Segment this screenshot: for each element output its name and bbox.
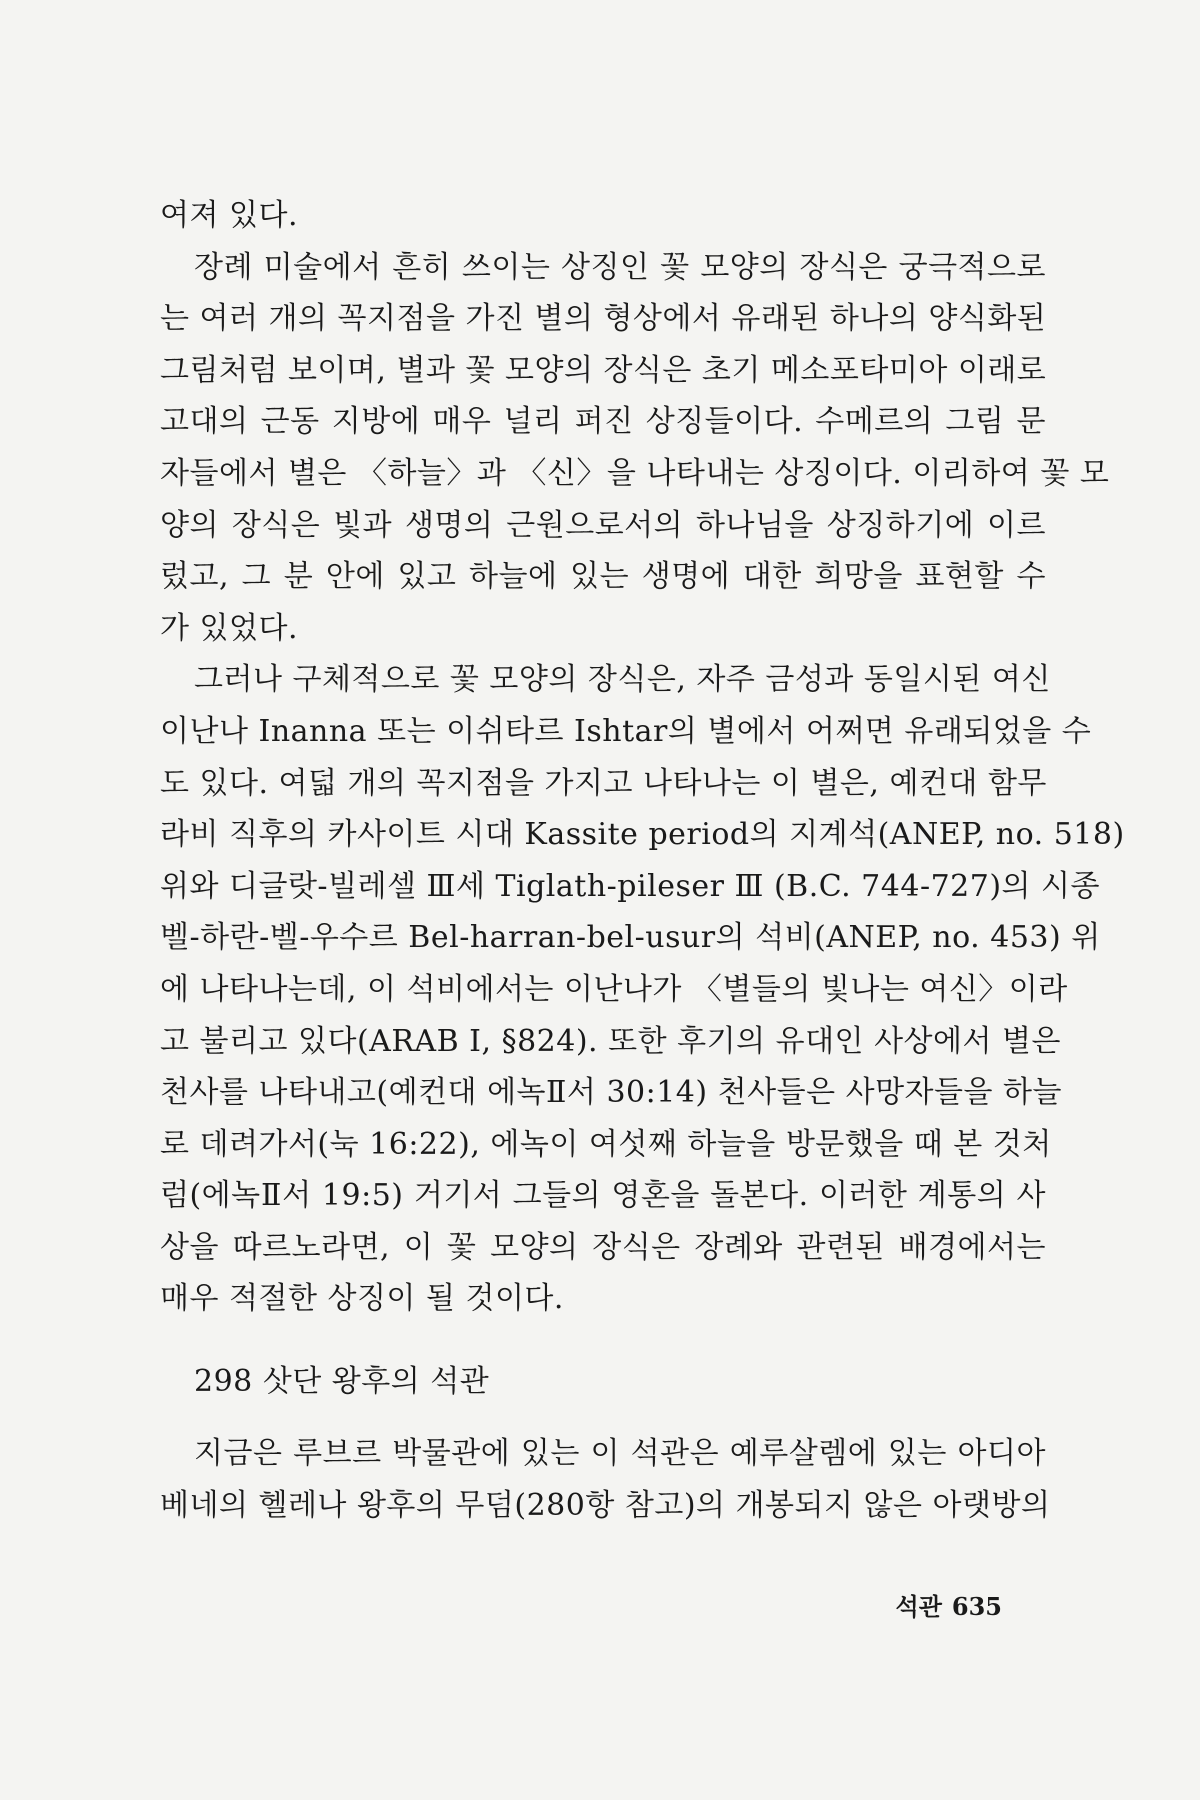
text-line: 렀고, 그 분 안에 있고 하늘에 있는 생명에 대한 희망을 표현할 수 [160,559,1046,595]
page-footer [896,1587,1002,1622]
body-text [160,190,1125,1325]
section-body-text [160,1428,1051,1531]
text-line: 벨-하란-벨-우수르 Bel-harran-bel-usur의 석비(ANEP, no. 453) 위 [160,920,1101,956]
paragraph-sarcophagus [160,1428,1051,1531]
text-line: 는 여러 개의 꼭지점을 가진 별의 형상에서 유래된 하나의 양식화된 [160,301,1047,337]
text-line: 고대의 근동 지방에 매우 널리 퍼진 상징들이다. 수메르의 그림 문 [160,404,1046,440]
text-line: 라비 직후의 카사이트 시대 Kassite period의 지계석(ANEP, no. 518) [160,817,1125,853]
text-line: 에 나타나는데, 이 석비에서는 이난나가 〈별들의 빛나는 여신〉이라 [160,971,1068,1007]
text-line: 여져 있다. [160,198,298,233]
text-line: 고 불리고 있다(ARAB I, §824). 또한 후기의 유대인 사상에서 별은 [160,1023,1061,1059]
text-line: 베네의 헬레나 왕후의 무덤(280항 참고)의 개봉되지 않은 아랫방의 [160,1487,1051,1523]
text-line: 그러나 구체적으로 꽃 모양의 장식은, 자주 금성과 동일시된 여신 [194,662,1051,698]
text-line: 매우 적절한 상징이 될 것이다. [160,1281,564,1317]
text-line: 도 있다. 여덟 개의 꼭지점을 가지고 나타나는 이 별은, 예컨대 함무 [160,765,1047,801]
paragraph-star-origin [160,654,1125,1325]
page-number: 635 [951,1592,1002,1621]
text-line: 자들에서 별은 〈하늘〉과 〈신〉을 나타내는 상징이다. 이리하여 꽃 모 [160,455,1110,491]
text-line: 장례 미술에서 흔히 쓰이는 상징인 꽃 모양의 장식은 궁극적으로 [194,249,1046,285]
text-line: 럼(에녹Ⅱ서 19:5) 거기서 그들의 영혼을 돌본다. 이러한 계통의 사 [160,1178,1046,1214]
paragraph-flower-ornament [160,242,1110,655]
text-line: 천사를 나타내고(예컨대 에녹Ⅱ서 30:14) 천사들은 사망자들을 하늘 [160,1075,1062,1111]
text-line: 로 데려가서(눅 16:22), 에녹이 여섯째 하늘을 방문했을 때 본 것처 [160,1126,1052,1162]
text-line: 이난나 Inanna 또는 이쉬타르 Ishtar의 별에서 어쩌면 유래되었을 수 [160,713,1092,749]
paragraph-continuation [160,190,1046,242]
section-heading: 298 삿단 왕후의 석관 [194,1364,490,1399]
text-line: 양의 장식은 빛과 생명의 근원으로서의 하나님을 상징하기에 이르 [160,507,1046,543]
text-line: 그림처럼 보이며, 별과 꽃 모양의 장식은 초기 메소포타미아 이래로 [160,352,1047,388]
running-head: 석관 [895,1592,942,1621]
text-line: 상을 따르노라면, 이 꽃 모양의 장식은 장례와 관련된 배경에서는 [160,1229,1046,1265]
text-line: 지금은 루브르 박물관에 있는 이 석관은 예루살렘에 있는 아디아 [194,1436,1046,1471]
text-line: 위와 디글랏-빌레셀 Ⅲ세 Tiglath-pileser Ⅲ (B.C. 744-727)의 시종 [160,868,1101,904]
text-line: 가 있었다. [160,610,298,646]
